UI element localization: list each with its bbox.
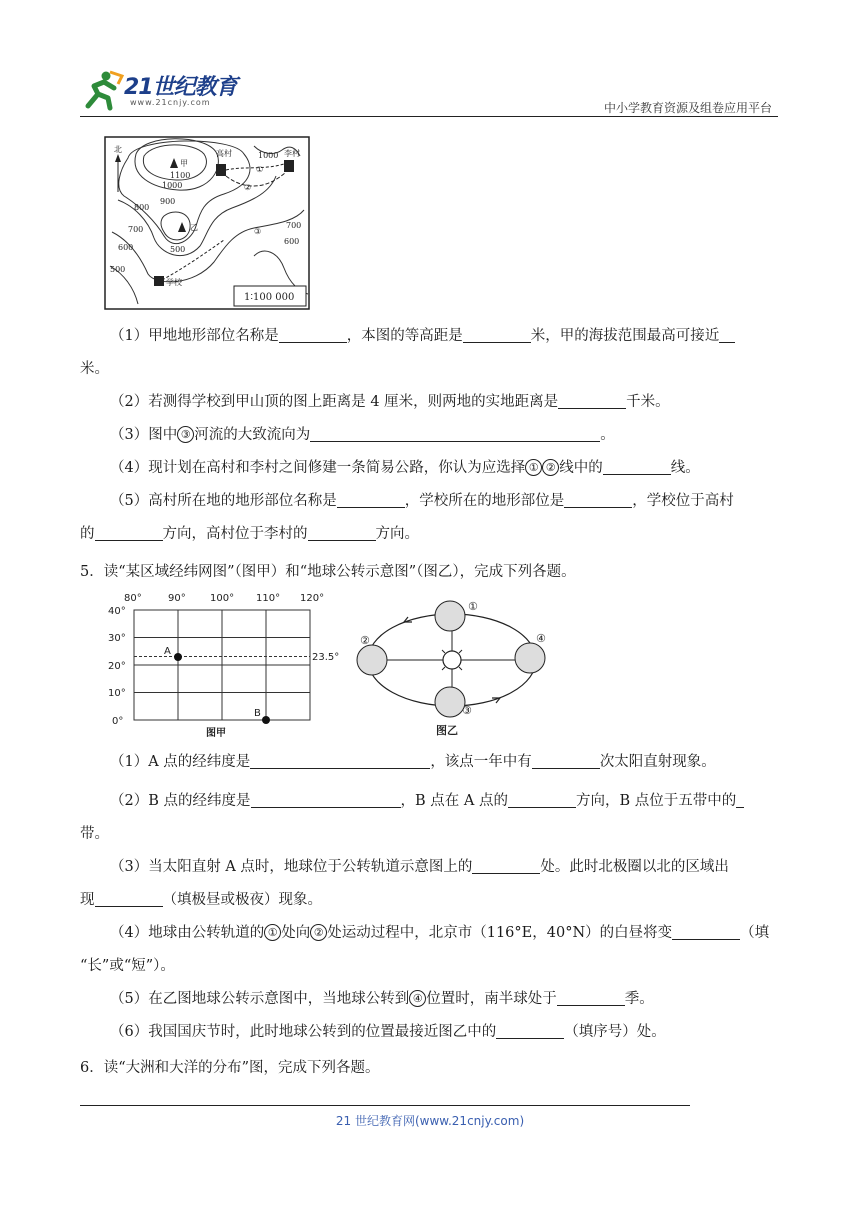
answer-blank[interactable]	[564, 491, 632, 508]
school-icon	[154, 276, 164, 286]
q5-part2-cont: 带。	[80, 826, 109, 842]
lat-label: 20°	[108, 661, 126, 672]
map-label: ①	[256, 165, 264, 174]
map-label: 李村	[284, 149, 300, 158]
footer-divider	[80, 1105, 690, 1106]
map-label: 1100	[170, 171, 191, 180]
map-label: 甲	[180, 159, 188, 168]
lat-label: 40°	[108, 606, 126, 617]
map-label: 1000	[162, 181, 183, 190]
earth-position-3-icon	[435, 687, 465, 717]
map-label: 1000	[258, 151, 279, 160]
answer-blank[interactable]	[279, 326, 347, 343]
answer-blank[interactable]	[472, 857, 540, 874]
q6-title: 6．读“大洲和大洋的分布”图，完成下列各题。	[80, 1060, 380, 1076]
north-label: 北	[114, 145, 122, 154]
map-label: 乙	[190, 223, 198, 232]
answer-blank[interactable]	[337, 491, 405, 508]
answer-blank[interactable]	[508, 791, 576, 808]
map-label: 学校	[166, 278, 182, 287]
map-label: 600	[118, 243, 134, 252]
licun-village-icon	[284, 160, 294, 172]
q5-part6: （6）我国国庆节时，此时地球公转到的位置最接近图乙中的 （填序号）处。	[110, 1024, 666, 1040]
point-a-label: A	[164, 646, 171, 657]
q5-part2: （2）B 点的经纬度是 ，B 点在 A 点的 方向，B 点位于五带中的	[80, 785, 810, 818]
answer-blank[interactable]	[736, 791, 744, 808]
q5-part3: （3）当太阳直射 A 点时，地球位于公转轨道示意图上的 处。此时北极圈以北的区域出	[110, 859, 729, 875]
q4-part2: （2）若测得学校到甲山顶的图上距离是 4 厘米，则两地的实地距离是 千米。	[110, 394, 670, 410]
answer-blank[interactable]	[603, 458, 671, 475]
header-divider	[80, 116, 778, 117]
lon-label: 80°	[124, 593, 142, 604]
map-label: 500	[110, 265, 126, 274]
lat-label: 30°	[108, 633, 126, 644]
platform-name: 中小学教育资源及组卷应用平台	[603, 101, 772, 115]
orbit-position-label: ③	[462, 704, 472, 717]
map-label: 800	[134, 203, 150, 212]
runner-logo-icon	[80, 68, 124, 112]
orbit-position-label: ①	[468, 600, 478, 613]
lon-label: 90°	[168, 593, 186, 604]
q4-part5-cont: 的 方向，高村位于李村的 方向。	[80, 526, 419, 542]
footer-text[interactable]: 21 世纪教育网(www.21cnjy.com)	[335, 1114, 525, 1128]
lon-label: 120°	[300, 593, 325, 604]
grid-caption: 图甲	[206, 728, 226, 739]
q5-title: 5．读“某区域经纬网图”（图甲）和“地球公转示意图”（图乙），完成下列各题。	[80, 564, 576, 580]
answer-blank[interactable]	[308, 524, 376, 541]
answer-blank[interactable]	[310, 425, 600, 442]
q5-part1: （1）A 点的经纬度是 ，该点一年中有 次太阳直射现象。	[110, 754, 716, 770]
orbit-figure	[352, 594, 552, 744]
contour-map-figure	[104, 136, 310, 314]
lon-label: 110°	[256, 593, 281, 604]
q4-part1: （1）甲地地形部位名称是 ，本图的等高距是 米，甲的海拔范围最高可接近	[80, 320, 810, 353]
map-label: 900	[160, 197, 176, 206]
answer-blank[interactable]	[496, 1022, 564, 1039]
orbit-caption: 图乙	[436, 724, 458, 737]
map-label: ③	[254, 227, 262, 236]
tropic-label: 23.5°	[312, 652, 340, 663]
logo-text: 21世纪教育	[124, 75, 237, 100]
q4-part3: （3）图中 ③ 河流的大致流向为 。	[110, 427, 615, 443]
earth-position-4-icon	[515, 643, 545, 673]
lat-label: 10°	[108, 688, 126, 699]
point-b-marker	[262, 716, 270, 724]
gaocun-village-icon	[216, 164, 226, 176]
q4-part1-cont: 米。	[80, 361, 109, 377]
map-label: 700	[286, 221, 302, 230]
q5-part5: （5）在乙图地球公转示意图中，当地球公转到 ④ 位置时，南半球处于 季。	[110, 991, 654, 1007]
answer-blank[interactable]	[719, 326, 735, 343]
answer-blank[interactable]	[672, 923, 740, 940]
lon-label: 100°	[210, 593, 235, 604]
site-logo	[80, 68, 250, 112]
logo-url: www.21cnjy.com	[130, 98, 211, 107]
answer-blank[interactable]	[95, 524, 163, 541]
map-label: ②	[244, 183, 252, 192]
q5-part4: （4）地球由公转轨道的 ① 处向 ② 处运动过程中，北京市（116°E，40°N）的白昼将变 （填	[110, 925, 770, 941]
q4-part4: （4）现计划在高村和李村之间修建一条简易公路，你认为应选择 ① ② 线中的 线。	[110, 460, 700, 476]
map-label: 600	[284, 237, 300, 246]
lat-label: 0°	[112, 716, 124, 727]
q5-part4-cont: “长”或“短”）。	[80, 958, 175, 974]
lat-long-grid-figure	[106, 590, 346, 744]
q5-part3-cont: 现 （填极昼或极夜）现象。	[80, 892, 322, 908]
answer-blank[interactable]	[557, 989, 625, 1006]
orbit-position-label: ④	[536, 632, 546, 645]
map-label: 高村	[216, 149, 232, 158]
answer-blank[interactable]	[463, 326, 531, 343]
map-scale: 1∶100 000	[244, 292, 295, 303]
answer-blank[interactable]	[250, 752, 430, 769]
answer-blank[interactable]	[251, 791, 401, 808]
earth-position-2-icon	[357, 645, 387, 675]
answer-blank[interactable]	[558, 392, 626, 409]
q4-part5: （5）高村所在地的地形部位名称是 ，学校所在的地形部位是 ，学校位于高村	[110, 493, 734, 509]
point-b-label: B	[254, 708, 261, 719]
earth-position-1-icon	[435, 601, 465, 631]
map-label: 500	[170, 245, 186, 254]
orbit-position-label: ②	[360, 634, 370, 647]
answer-blank[interactable]	[95, 890, 163, 907]
point-a-marker	[174, 653, 182, 661]
map-label: 700	[128, 225, 144, 234]
answer-blank[interactable]	[532, 752, 600, 769]
